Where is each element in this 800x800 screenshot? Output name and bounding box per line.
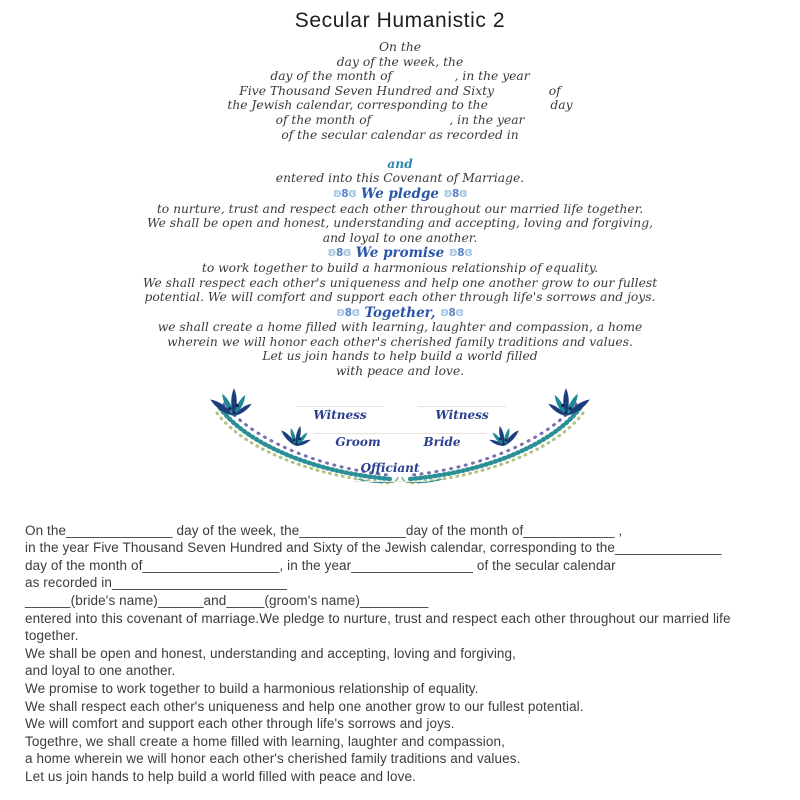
plain-text-line: On the______________ day of the week, the______________day of the month of____________ ,: [25, 522, 623, 538]
flourish-ornament-icon: ʚ8ɞ: [336, 304, 360, 319]
certificate-line: we shall create a home filled with learning, laughter and compassion, a home: [157, 320, 643, 335]
section-heading: Together,: [359, 304, 441, 321]
certificate-line: [130, 142, 670, 157]
plain-text-line: and loyal to one another.: [25, 663, 176, 679]
plain-text-line: as recorded in_______________________: [25, 575, 287, 591]
groom-label: Groom: [335, 434, 381, 449]
certificate-line: [130, 245, 670, 261]
plain-text-line: in the year Five Thousand Seven Hundred and Sixty of the Jewish calendar, corresponding to the______________: [25, 540, 722, 556]
witness-left-label: Witness: [313, 407, 367, 422]
certificate-line: [130, 186, 670, 202]
plain-text-line: a home wherein we will honor each other's cherished family traditions and values.: [25, 751, 521, 767]
plain-text-line: We shall be open and honest, understanding and accepting, loving and forgiving,: [25, 645, 516, 661]
flourish-ornament-icon: ʚ8ɞ: [448, 245, 473, 260]
certificate-line: [130, 305, 670, 321]
section-heading: We promise: [351, 245, 449, 262]
certificate-line: to nurture, trust and respect each other throughout our married life together.: [156, 201, 644, 216]
certificate-line: On the: [378, 40, 422, 54]
certificate-lines: [130, 40, 670, 379]
bride-label: Bride: [423, 434, 461, 449]
plain-text-line: ______(bride's name)______and_____(groom's name)_________: [25, 593, 429, 609]
flourish-ornament-icon: ʚ8ɞ: [440, 304, 464, 319]
certificate-line: day of the month of , in the year: [270, 69, 530, 84]
plain-text-block: [25, 522, 787, 786]
witness-right-label: Witness: [435, 407, 489, 422]
plain-text-line: together.: [25, 628, 79, 644]
certificate-line: the Jewish calendar, corresponding to the day: [227, 98, 573, 113]
certificate-text-block: [130, 40, 670, 492]
groom-signature-line: [314, 433, 402, 434]
certificate-line: to work together to build a harmonious relationship of equality.: [201, 260, 599, 275]
page-title: Secular Humanistic 2: [294, 9, 506, 32]
certificate-line: and loyal to one another.: [322, 230, 478, 245]
officiant-label: Officiant: [360, 460, 420, 475]
certificate-line: Let us join hands to help build a world filled: [262, 349, 538, 364]
plain-text-line: We promise to work together to build a harmonious relationship of equality.: [25, 681, 479, 696]
signature-garland-area: [190, 380, 610, 492]
flourish-ornament-icon: ʚ8ɞ: [327, 245, 352, 260]
certificate-line: entered into this Covenant of Marriage.: [275, 171, 525, 186]
plain-text-line: We will comfort and support each other through life's sorrows and joys.: [25, 716, 455, 732]
section-heading: We pledge: [356, 185, 444, 202]
certificate-line: potential. We will comfort and support each other through life's sorrows and joys.: [144, 290, 656, 305]
officiant-signature-line: [354, 481, 426, 482]
plain-text-line: entered into this covenant of marriage.We pledge to nurture, trust and respect each other throughout our married life: [25, 610, 731, 626]
certificate-line: Five Thousand Seven Hundred and Sixty of: [239, 83, 561, 98]
bride-signature-line: [398, 433, 486, 434]
plain-text-lines: [25, 522, 787, 786]
plain-text-line: Let us join hands to help build a world filled with peace and love.: [25, 768, 416, 784]
certificate-line: with peace and love.: [335, 364, 465, 379]
plain-text-line: We shall respect each other's uniqueness and help one another grow to our fullest potential.: [25, 698, 584, 714]
certificate-line: and: [387, 155, 413, 171]
certificate-line: We shall respect each other's uniqueness and help one another grow to our fullest: [142, 275, 658, 290]
plain-text-line: day of the month of__________________, in the year________________ of the secular calendar: [25, 557, 616, 573]
flourish-ornament-icon: ʚ8ɞ: [332, 185, 357, 200]
plain-text-line: Togethre, we shall create a home filled with learning, laughter and compassion,: [25, 733, 505, 749]
certificate-line: of the secular calendar as recorded in: [281, 127, 519, 142]
flourish-ornament-icon: ʚ8ɞ: [443, 185, 468, 200]
certificate-line: of the month of , in the year: [275, 112, 525, 127]
certificate-line: wherein we will honor each other's cherished family traditions and values.: [167, 334, 633, 349]
certificate-line: day of the week, the: [336, 54, 464, 69]
witness-left-signature-line: [296, 406, 384, 407]
witness-right-signature-line: [418, 406, 506, 407]
certificate-line: We shall be open and honest, understanding and accepting, loving and forgiving,: [146, 216, 654, 231]
